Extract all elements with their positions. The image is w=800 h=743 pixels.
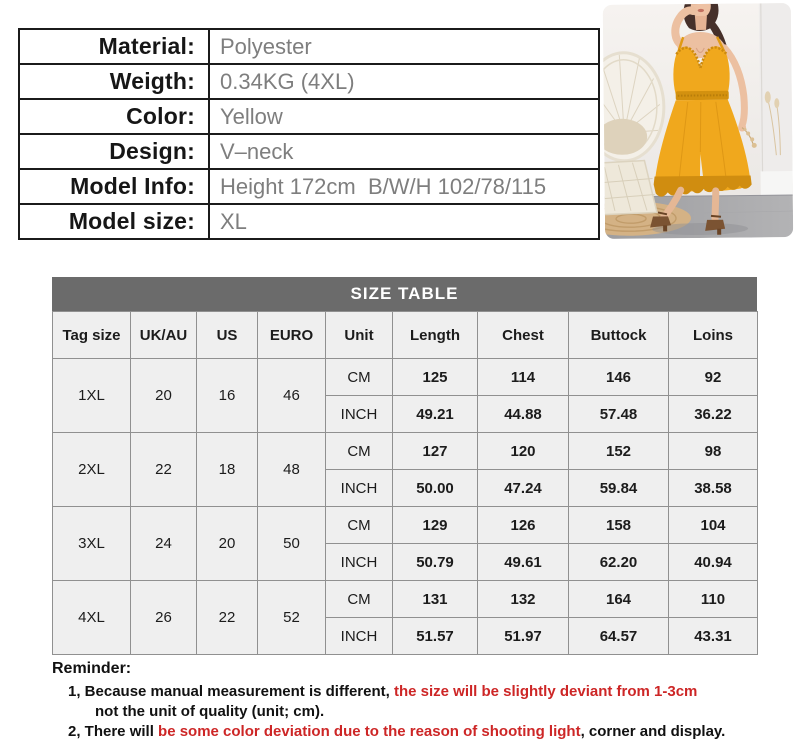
spec-row: [19, 99, 599, 134]
spec-row: [19, 29, 599, 64]
col-header-uk-au: UK/AU: [131, 312, 197, 359]
product-photo-illustration: [603, 3, 793, 239]
loins-cell: 92: [669, 359, 758, 396]
spec-label: Material:: [19, 29, 209, 64]
buttock-cell: 59.84: [569, 470, 669, 507]
length-cell: 129: [393, 507, 478, 544]
loins-cell: 110: [669, 581, 758, 618]
buttock-cell: 64.57: [569, 618, 669, 655]
chest-cell: 47.24: [478, 470, 569, 507]
loins-cell: 104: [669, 507, 758, 544]
reminder-section: [52, 660, 767, 742]
unit-cell: INCH: [326, 396, 393, 433]
chest-cell: 120: [478, 433, 569, 470]
unit-cell: INCH: [326, 470, 393, 507]
buttock-cell: 146: [569, 359, 669, 396]
euro-cell: 46: [258, 359, 326, 433]
spec-row: [19, 134, 599, 169]
loins-cell: 43.31: [669, 618, 758, 655]
length-cell: 50.00: [393, 470, 478, 507]
col-header-euro: EURO: [258, 312, 326, 359]
spec-label: Model Info:: [19, 169, 209, 204]
unit-cell: CM: [326, 581, 393, 618]
reminder-item-1-highlight: the size will be slightly deviant from 1-3cm: [393, 683, 698, 700]
col-header-us: US: [197, 312, 258, 359]
reminder-title: Reminder:: [52, 660, 132, 677]
chest-cell: 126: [478, 507, 569, 544]
tag-size-cell: 3XL: [53, 507, 131, 581]
spec-value: Yellow: [209, 99, 599, 134]
length-cell: 51.57: [393, 618, 478, 655]
reminder-item-1-line2: not the unit of quality (unit; cm).: [95, 703, 325, 721]
col-header-tag-size: Tag size: [53, 312, 131, 359]
loins-cell: 36.22: [669, 396, 758, 433]
spec-row: [19, 169, 599, 204]
chest-cell: 49.61: [478, 544, 569, 581]
unit-cell: CM: [326, 507, 393, 544]
us-cell: 18: [197, 433, 258, 507]
spec-label: Design:: [19, 134, 209, 169]
uk-au-cell: 22: [131, 433, 197, 507]
size-row-2xl-cm: [53, 433, 758, 470]
buttock-cell: 164: [569, 581, 669, 618]
length-cell: 131: [393, 581, 478, 618]
loins-cell: 40.94: [669, 544, 758, 581]
reminder-item-1: [52, 682, 767, 722]
reminder-item-2: [52, 722, 767, 742]
chest-cell: 114: [478, 359, 569, 396]
chest-cell: 44.88: [478, 396, 569, 433]
spec-value: XL: [209, 204, 599, 239]
spec-row: [19, 204, 599, 239]
uk-au-cell: 26: [131, 581, 197, 655]
unit-cell: CM: [326, 359, 393, 396]
unit-cell: INCH: [326, 618, 393, 655]
tag-size-cell: 2XL: [53, 433, 131, 507]
loins-cell: 98: [669, 433, 758, 470]
buttock-cell: 152: [569, 433, 669, 470]
reminder-item-1-text: 1, Because manual measurement is different,: [68, 683, 394, 700]
spec-value: Height 172cm B/W/H 102/78/115: [209, 169, 599, 204]
col-header-chest: Chest: [478, 312, 569, 359]
unit-cell: CM: [326, 433, 393, 470]
col-header-buttock: Buttock: [569, 312, 669, 359]
tag-size-cell: 4XL: [53, 581, 131, 655]
col-header-unit: Unit: [326, 312, 393, 359]
col-header-length: Length: [393, 312, 478, 359]
uk-au-cell: 20: [131, 359, 197, 433]
size-table-header-row: [53, 312, 758, 359]
size-row-3xl-cm: [53, 507, 758, 544]
buttock-cell: 62.20: [569, 544, 669, 581]
size-table-title: SIZE TABLE: [52, 277, 757, 311]
reminder-item-2-highlight: be some color deviation due to the reason of shooting light: [158, 723, 581, 741]
spec-row: [19, 64, 599, 99]
spec-label: Color:: [19, 99, 209, 134]
reminder-item-2-text: 2, There will: [68, 723, 159, 741]
chest-cell: 132: [478, 581, 569, 618]
buttock-cell: 57.48: [569, 396, 669, 433]
spec-value: 0.34KG (4XL): [209, 64, 599, 99]
size-row-4xl-cm: [53, 581, 758, 618]
buttock-cell: 158: [569, 507, 669, 544]
spec-label: Weigth:: [19, 64, 209, 99]
unit-cell: INCH: [326, 544, 393, 581]
spec-value: Polyester: [209, 29, 599, 64]
spec-table: [18, 28, 600, 240]
us-cell: 22: [197, 581, 258, 655]
size-table: [52, 311, 758, 655]
spec-value: V–neck: [209, 134, 599, 169]
spec-label: Model size:: [19, 204, 209, 239]
col-header-loins: Loins: [669, 312, 758, 359]
uk-au-cell: 24: [131, 507, 197, 581]
tag-size-cell: 1XL: [53, 359, 131, 433]
length-cell: 125: [393, 359, 478, 396]
us-cell: 16: [197, 359, 258, 433]
chest-cell: 51.97: [478, 618, 569, 655]
us-cell: 20: [197, 507, 258, 581]
size-row-1xl-cm: [53, 359, 758, 396]
length-cell: 49.21: [393, 396, 478, 433]
loins-cell: 38.58: [669, 470, 758, 507]
length-cell: 50.79: [393, 544, 478, 581]
length-cell: 127: [393, 433, 478, 470]
reminder-item-2-suffix: , corner and display.: [580, 723, 726, 741]
euro-cell: 52: [258, 581, 326, 655]
euro-cell: 48: [258, 433, 326, 507]
euro-cell: 50: [258, 507, 326, 581]
product-photo: [603, 3, 793, 239]
size-table-section: [52, 277, 757, 655]
